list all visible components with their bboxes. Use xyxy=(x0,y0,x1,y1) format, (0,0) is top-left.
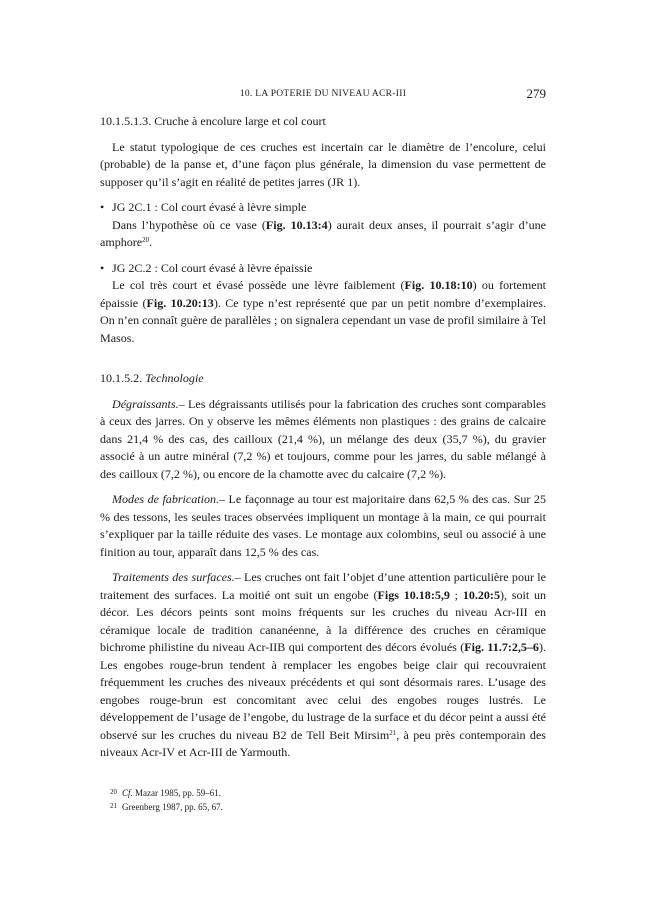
paragraph-lead: Dégraissants. xyxy=(112,396,179,411)
text-run: . xyxy=(149,235,153,249)
footnote-text: Greenberg 1987, pp. 65, 67. xyxy=(122,801,223,812)
footnote-cf: Cf. xyxy=(122,788,133,798)
text-run: – Les cruches ont fait l’objet d’une attention particulière pour le traitement des surfaces. La moitié ont suit un engobe ( xyxy=(100,570,547,602)
section-heading-cruche: 10.1.5.1.3. Cruche à encolure large et col court xyxy=(100,114,326,128)
bullet-jg-2c1 xyxy=(100,199,546,217)
paragraph-modes xyxy=(100,491,546,561)
paragraph-lead: Modes de fabrication. xyxy=(112,492,220,506)
paragraph-degraissants xyxy=(100,396,546,484)
footnotes xyxy=(110,786,546,813)
text-run: ). Les engobes rouge-brun tendent à remplacer les engobes beige clair qui recouvraient fréquemment les cruches des niveaux précédents et qui sont désormais rares. L’usage des engobes rouge-brun est concomitant avec celui des engobes rouges lustrés. Le développement de l’usage de l’engobe, du lustrage de la surface et du décor peint a aussi été observé sur les cruches du niveau B2 de Tell Beit Mirsim xyxy=(100,640,546,742)
footnote-ref: 20 xyxy=(142,236,150,244)
footnote-text: Mazar 1985, pp. 59–61. xyxy=(132,788,221,798)
main-text xyxy=(100,113,546,762)
paragraph-jg-2c1 xyxy=(100,217,546,252)
text-run: , à peu près contemporain des niveaux Acr-IV et Acr-III de Yarmouth. xyxy=(100,727,546,759)
footnote-20 xyxy=(110,786,546,800)
heading-title: Technologie xyxy=(145,371,204,385)
paragraph-traitements xyxy=(100,569,546,762)
text-run: ). Ce type n’est représenté que par un petit nombre d’exemplaires. On n’en connaît guère de parallèles ; on signalera cependant un vase de profil similaire à Tel Masos. xyxy=(100,295,546,345)
paragraph-jg-2c2 xyxy=(100,277,546,347)
bullet-label: JG 2C.2 : Col court évasé à lèvre épaissie xyxy=(112,260,313,275)
footnote-number: 20 xyxy=(110,788,117,796)
figure-ref: Fig. 10.18:10 xyxy=(404,278,473,292)
figure-ref: 10.20:5 xyxy=(462,587,500,602)
bullet-mark: • xyxy=(100,260,105,275)
running-title: 10. LA POTERIE DU NIVEAU ACR-III xyxy=(239,89,407,99)
page-header xyxy=(100,86,546,106)
text-run: ; xyxy=(449,587,463,602)
figure-ref: Fig. 10.13:4 xyxy=(265,217,328,232)
footnote-number: 21 xyxy=(110,801,117,810)
figure-ref: Figs 10.18:5,9 xyxy=(377,587,450,602)
text-run: ) aurait deux anses, il pourrait s’agir d’une amphore xyxy=(100,217,546,249)
text-run: Dans l’hypothèse où ce vase ( xyxy=(112,217,266,232)
text-run: – Les dégraissants utilisés pour la fabrication des cruches sont comparables à ceux des jarres. On y observe les mêmes éléments non plastiques : des grains de calcaire dans 21,4 % des cas, des cailloux (21,4 %), un mélange des deux (35,7 %), du gravier associé à un autre minéral (7,2 %) et toujours, comme pour les jarres, du sable mélangé à des cailloux (7,2 %), ou encore de la chamotte avec du calcaire (7,2 %). xyxy=(100,396,546,481)
footnote-ref: 21 xyxy=(389,728,397,737)
paragraph-statut: Le statut typologique de ces cruches est incertain car le diamètre de l’encolure, celui (probable) de la panse et, d’une façon plus générale, la dimension du vase permettent de supposer qu’il s’agit en réalité de petites jarres (JR 1). xyxy=(100,139,546,189)
heading-number: 10.1.5.2. xyxy=(100,371,146,385)
paragraph-lead: Traitements des surfaces. xyxy=(112,570,235,584)
text-run: – Le façonnage au tour est majoritaire dans 62,5 % des cas. Sur 25 % des tessons, les seules traces observées impliquent un montage à la main, ce qui pourrait s’expliquer par la taille réduite des vases. Le montage aux colombins, seul ou associé à une finition au tour, apparaît dans 12,5 % des cas. xyxy=(100,492,546,559)
figure-ref: Fig. 11.7:2,5–6 xyxy=(464,640,539,654)
figure-ref: Fig. 10.20:13 xyxy=(146,295,214,310)
text-run: ) ou fortement épaissie ( xyxy=(100,278,546,310)
footnote-21 xyxy=(110,800,546,814)
bullet-mark: • xyxy=(100,200,105,214)
section-heading-technologie xyxy=(100,370,546,388)
text-run: ), soit un décor. Les décors peints sont moins fréquents sur les cruches du niveau Acr-III en céramique locale de tradition cananéenne, à la différence des cruches en céramique bichrome philistine du niveau Acr-IIB qui comportent des décors évolués ( xyxy=(100,587,547,654)
bullet-jg-2c2 xyxy=(100,260,546,278)
page-number: 279 xyxy=(526,86,546,101)
bullet-label: JG 2C.1 : Col court évasé à lèvre simple xyxy=(112,200,307,214)
text-run: Le col très court et évasé possède une lèvre faiblement ( xyxy=(112,278,405,292)
